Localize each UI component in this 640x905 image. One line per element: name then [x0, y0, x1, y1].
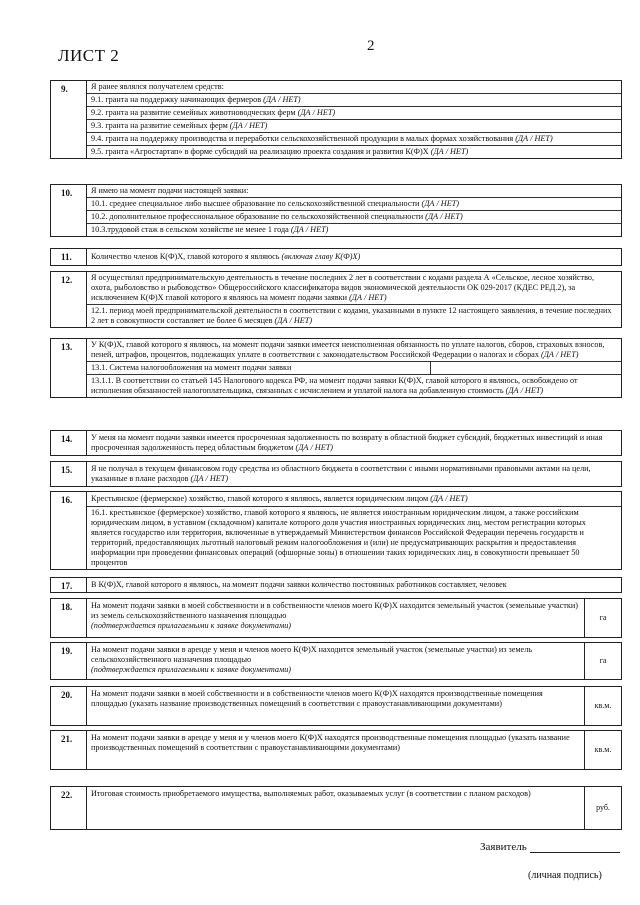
section-22 — [50, 786, 622, 830]
signature-label: Заявитель — [480, 841, 527, 853]
section-20 — [50, 686, 622, 726]
field-row[interactable]: На момент подачи заявки в моей собственности и в собственности членов моего К(Ф)Х находятся производственные помещения площадью (указать название производственных помещений в соответствии с правоустанавливающими документами) — [91, 689, 543, 708]
section-number: 15. — [51, 462, 87, 486]
field-row[interactable]: Крестьянское (фермерское) хозяйство, главой которого я являюсь, является юридическим лицом (ДА / НЕТ) — [87, 492, 621, 507]
list-item[interactable]: 10.3.трудовой стаж в сельском хозяйстве не менее 1 года (ДА / НЕТ) — [91, 225, 329, 234]
field-row[interactable]: 16.1. крестьянское (фермерское) хозяйство, главой которого я являюсь, не является иностранным юридическим лицом, а также российским юридическим лицом, в уставном (складочном) капитале которого доля участия иностранных юридических лиц, местом регистрации которых является государство или территория, включенные в утверждаемый Министерством финансов Российской Федерации перечень государств и территорий, предоставляющих льготный налоговый режим налогообложения и (или) не предусматривающих раскрытия и предоставления информации при проведении финансовых операций (офшорные зоны) в отношении таких юридических лиц, в совокупности превышает 50 процентов — [91, 508, 586, 567]
section-number: 9. — [51, 81, 87, 158]
field-row[interactable]: Я осуществлял предпринимательскую деятельность в течение последних 2 лет в соответствии с кодами раздела А «Сельское, лесное хозяйство, охота, рыболовство и рыбоводство» Общероссийского классификатора видов экономической деятельности ОК 029-2017 (КДЕС РЕД.2), за исключением К(Ф)Х главой которого я являюсь на момент подачи заявки (ДА / НЕТ) — [87, 272, 621, 305]
list-item[interactable]: 10.2. дополнительное профессиональное образование по сельскохозяйственной специальности (ДА / НЕТ) — [87, 211, 621, 224]
field-row[interactable]: У меня на момент подачи заявки имеется просроченная задолженность по возврату в областной бюджет субсидий, бюджетных инвестиций и иная просроченная задолженность перед областным бюджетом (ДА / НЕТ) — [91, 433, 603, 452]
section-15 — [50, 461, 622, 487]
section-11 — [50, 248, 622, 266]
section-19 — [50, 642, 622, 680]
field-row[interactable]: 12.1. период моей предпринимательской деятельности в соответствии с кодами, указанными в пункте 12 настоящего заявления, в течение последних 2 лет в совокупности составляет не более 6 месяцев (ДА / НЕТ) — [91, 306, 612, 325]
section-heading: Я ранее являлся получателем средств: — [87, 81, 621, 94]
section-14 — [50, 430, 622, 456]
section-number: 14. — [51, 431, 87, 455]
page-number: 2 — [367, 38, 375, 54]
list-item[interactable]: 9.1. гранта на поддержку начинающих фермеров (ДА / НЕТ) — [87, 94, 621, 107]
field-row[interactable]: На момент подачи заявки в аренде у меня и у членов моего К(Ф)Х находятся производственные помещения площадью (указать название производственных помещений в соответствии с правоустанавливающими документами) — [91, 733, 570, 752]
section-number: 16. — [51, 492, 87, 569]
signature-note: (личная подпись) — [528, 870, 602, 881]
field-row[interactable]: Итоговая стоимость приобретаемого имущества, выполняемых работ, оказываемых услуг (в соответствии с планом расходов) — [91, 789, 531, 798]
list-item[interactable]: 10.1. среднее специальное либо высшее образование по сельскохозяйственной специальности (ДА / НЕТ) — [87, 198, 621, 211]
field-row[interactable]: 13.1.1. В соответствии со статьей 145 Налогового кодекса РФ, на момент подачи заявки К(Ф)Х, главой которого я являюсь, освобождено от исполнения обязанностей налогоплательщика, связанных с исчислением и уплатой налога на добавленную стоимость (ДА / НЕТ) — [91, 376, 578, 395]
list-item[interactable]: 9.4. гранта на поддержку производства и переработки сельскохозяйственной продукции в малых формах хозяйствования (ДА / НЕТ) — [87, 133, 621, 146]
field-row[interactable]: У К(Ф)Х, главой которого я являюсь, на момент подачи заявки имеется неисполненная обязанность по уплате налогов, сборов, страховых взносов, пеней, штрафов, процентов, подлежащих уплате в соответствии с законодательством Российской Федерации о налогах и сборах (ДА / НЕТ) — [87, 339, 621, 362]
section-number: 13. — [51, 339, 87, 397]
section-number: 19. — [51, 643, 87, 679]
section-number: 22. — [51, 787, 87, 829]
tax-system-row[interactable]: 13.1. Система налогообложения на момент подачи заявки — [87, 362, 621, 375]
section-number: 17. — [51, 578, 87, 592]
list-item[interactable]: 9.2. гранта на развитие семейных животноводческих ферм (ДА / НЕТ) — [87, 107, 621, 120]
section-number: 12. — [51, 272, 87, 327]
field-row[interactable]: Я не получал в текущем финансовом году средства из областного бюджета в соответствии с иными нормативными правовыми актами на цели, указанные в плане расходов (ДА / НЕТ) — [91, 464, 591, 483]
field-row[interactable]: В К(Ф)Х, главой которого я являюсь, на момент подачи заявки количество постоянных работников составляет, человек — [91, 580, 507, 589]
section-17 — [50, 577, 622, 593]
section-9 — [50, 80, 622, 159]
section-10 — [50, 184, 622, 237]
section-heading: Я имею на момент подачи настоящей заявки: — [87, 185, 621, 198]
section-13 — [50, 338, 622, 398]
field-row[interactable]: На момент подачи заявки в моей собственности и в собственности членов моего К(Ф)Х находится земельный участок (земельные участки) из земель сельскохозяйственного назначения площадью (подтверждается прилагаемыми к заявке документами) — [91, 601, 578, 630]
sheet-title: ЛИСТ 2 — [58, 46, 120, 65]
unit-cell: руб. — [584, 787, 621, 829]
unit-cell: га — [584, 599, 621, 637]
section-21 — [50, 730, 622, 770]
unit-cell: кв.м. — [584, 687, 621, 725]
section-number: 18. — [51, 599, 87, 637]
section-number: 10. — [51, 185, 87, 236]
list-item[interactable]: 9.5. гранта «Агростартап» в форме субсидий на реализацию проекта создания и развития К(Ф)Х (ДА / НЕТ) — [91, 147, 469, 156]
list-item[interactable]: 9.3. гранта на развитие семейных ферм (ДА / НЕТ) — [87, 120, 621, 133]
signature-line[interactable] — [530, 852, 620, 853]
section-number: 20. — [51, 687, 87, 725]
section-16 — [50, 491, 622, 570]
field-row[interactable]: На момент подачи заявки в аренде у меня и членов моего К(Ф)Х находится земельный участок (земельные участки) из земель сельскохозяйственного назначения площадью (подтверждается прилагаемыми к заявке документами) — [91, 645, 533, 674]
section-12 — [50, 271, 622, 328]
section-18 — [50, 598, 622, 638]
field-row[interactable]: Количество членов К(Ф)Х, главой которого я являюсь (включая главу К(Ф)Х) — [91, 252, 361, 261]
section-number: 21. — [51, 731, 87, 769]
unit-cell: га — [584, 643, 621, 679]
section-number: 11. — [51, 249, 87, 265]
unit-cell: кв.м. — [584, 731, 621, 769]
